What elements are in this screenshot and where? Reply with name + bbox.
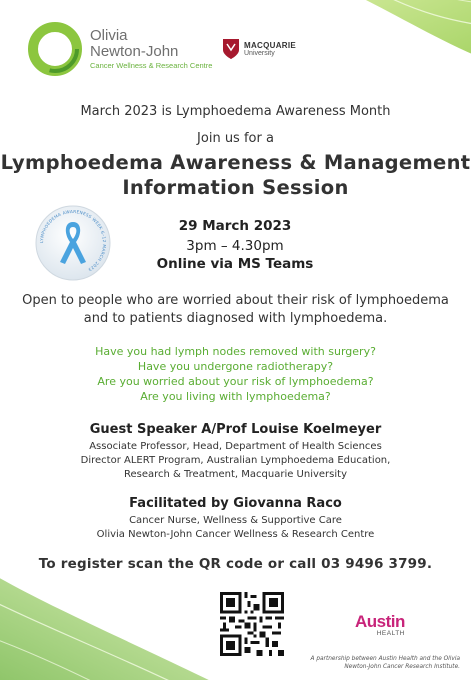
- facilitator-heading: Facilitated by Giovanna Raco: [129, 496, 342, 511]
- event-time: 3pm – 4.30pm: [186, 238, 284, 254]
- facilitator-detail-line: Olivia Newton-John Cancer Wellness & Research Centre: [96, 529, 375, 540]
- facilitator-detail-line: Cancer Nurse, Wellness & Supportive Care: [129, 515, 342, 526]
- page-title: [0, 150, 471, 200]
- question-item: Have you undergone radiotherapy?: [137, 360, 334, 373]
- intro-line-1: Open to people who are worried about their risk of lymphoedema: [22, 293, 449, 308]
- speaker-detail-line: Associate Professor, Head, Department of Health Sciences: [89, 441, 382, 452]
- austin-health-logo: [355, 612, 405, 637]
- guest-speaker-heading: Guest Speaker A/Prof Louise Koelmeyer: [89, 422, 382, 437]
- speaker-detail-line: Research & Treatment, Macquarie University: [124, 469, 347, 480]
- onj-ring-icon: [26, 20, 84, 78]
- badge-ring-text: LYMPHOEDEMA AWARENESS WEEK 6–12 MARCH 2023: [38, 208, 108, 273]
- macquarie-name: MACQUARIE: [244, 40, 297, 50]
- partnership-note: A partnership between Austin Health and the Olivia Newton-John Cancer Research Institute.: [310, 656, 460, 670]
- question-item: Are you living with lymphoedema?: [140, 390, 331, 403]
- register-instruction: To register scan the QR code or call 03 9496 3799.: [38, 556, 433, 572]
- qr-code[interactable]: [220, 592, 284, 656]
- macquarie-university: University: [244, 49, 275, 57]
- awareness-month-text: March 2023 is Lymphoedema Awareness Month: [80, 104, 391, 119]
- event-venue: Online via MS Teams: [156, 256, 314, 272]
- austin-name: Austin: [355, 612, 405, 631]
- question-item: Have you had lymph nodes removed with surgery?: [95, 345, 376, 358]
- title-line-1: Lymphoedema Awareness & Management: [0, 151, 471, 174]
- onj-name-line2: Newton-John: [90, 42, 179, 60]
- onj-logo: [26, 20, 212, 78]
- intro-line-2: and to patients diagnosed with lymphoedema.: [83, 311, 388, 326]
- speaker-detail-line: Director ALERT Program, Australian Lymphoedema Education,: [80, 455, 391, 466]
- question-item: Are you worried about your risk of lymphoedema?: [97, 375, 374, 388]
- title-line-2: Information Session: [122, 176, 349, 199]
- awareness-ribbon-badge: [34, 204, 112, 282]
- intro-text: [0, 292, 471, 328]
- join-text: Join us for a: [197, 131, 274, 146]
- macquarie-logo: [222, 38, 296, 60]
- onj-subtitle: Cancer Wellness & Research Centre: [90, 61, 213, 71]
- macquarie-shield-icon: [222, 38, 240, 60]
- event-date: 29 March 2023: [178, 218, 292, 234]
- leaf-decoration-top: [251, 0, 471, 120]
- austin-health-label: HEALTH: [376, 630, 405, 637]
- onj-name-line1: Olivia: [90, 26, 128, 44]
